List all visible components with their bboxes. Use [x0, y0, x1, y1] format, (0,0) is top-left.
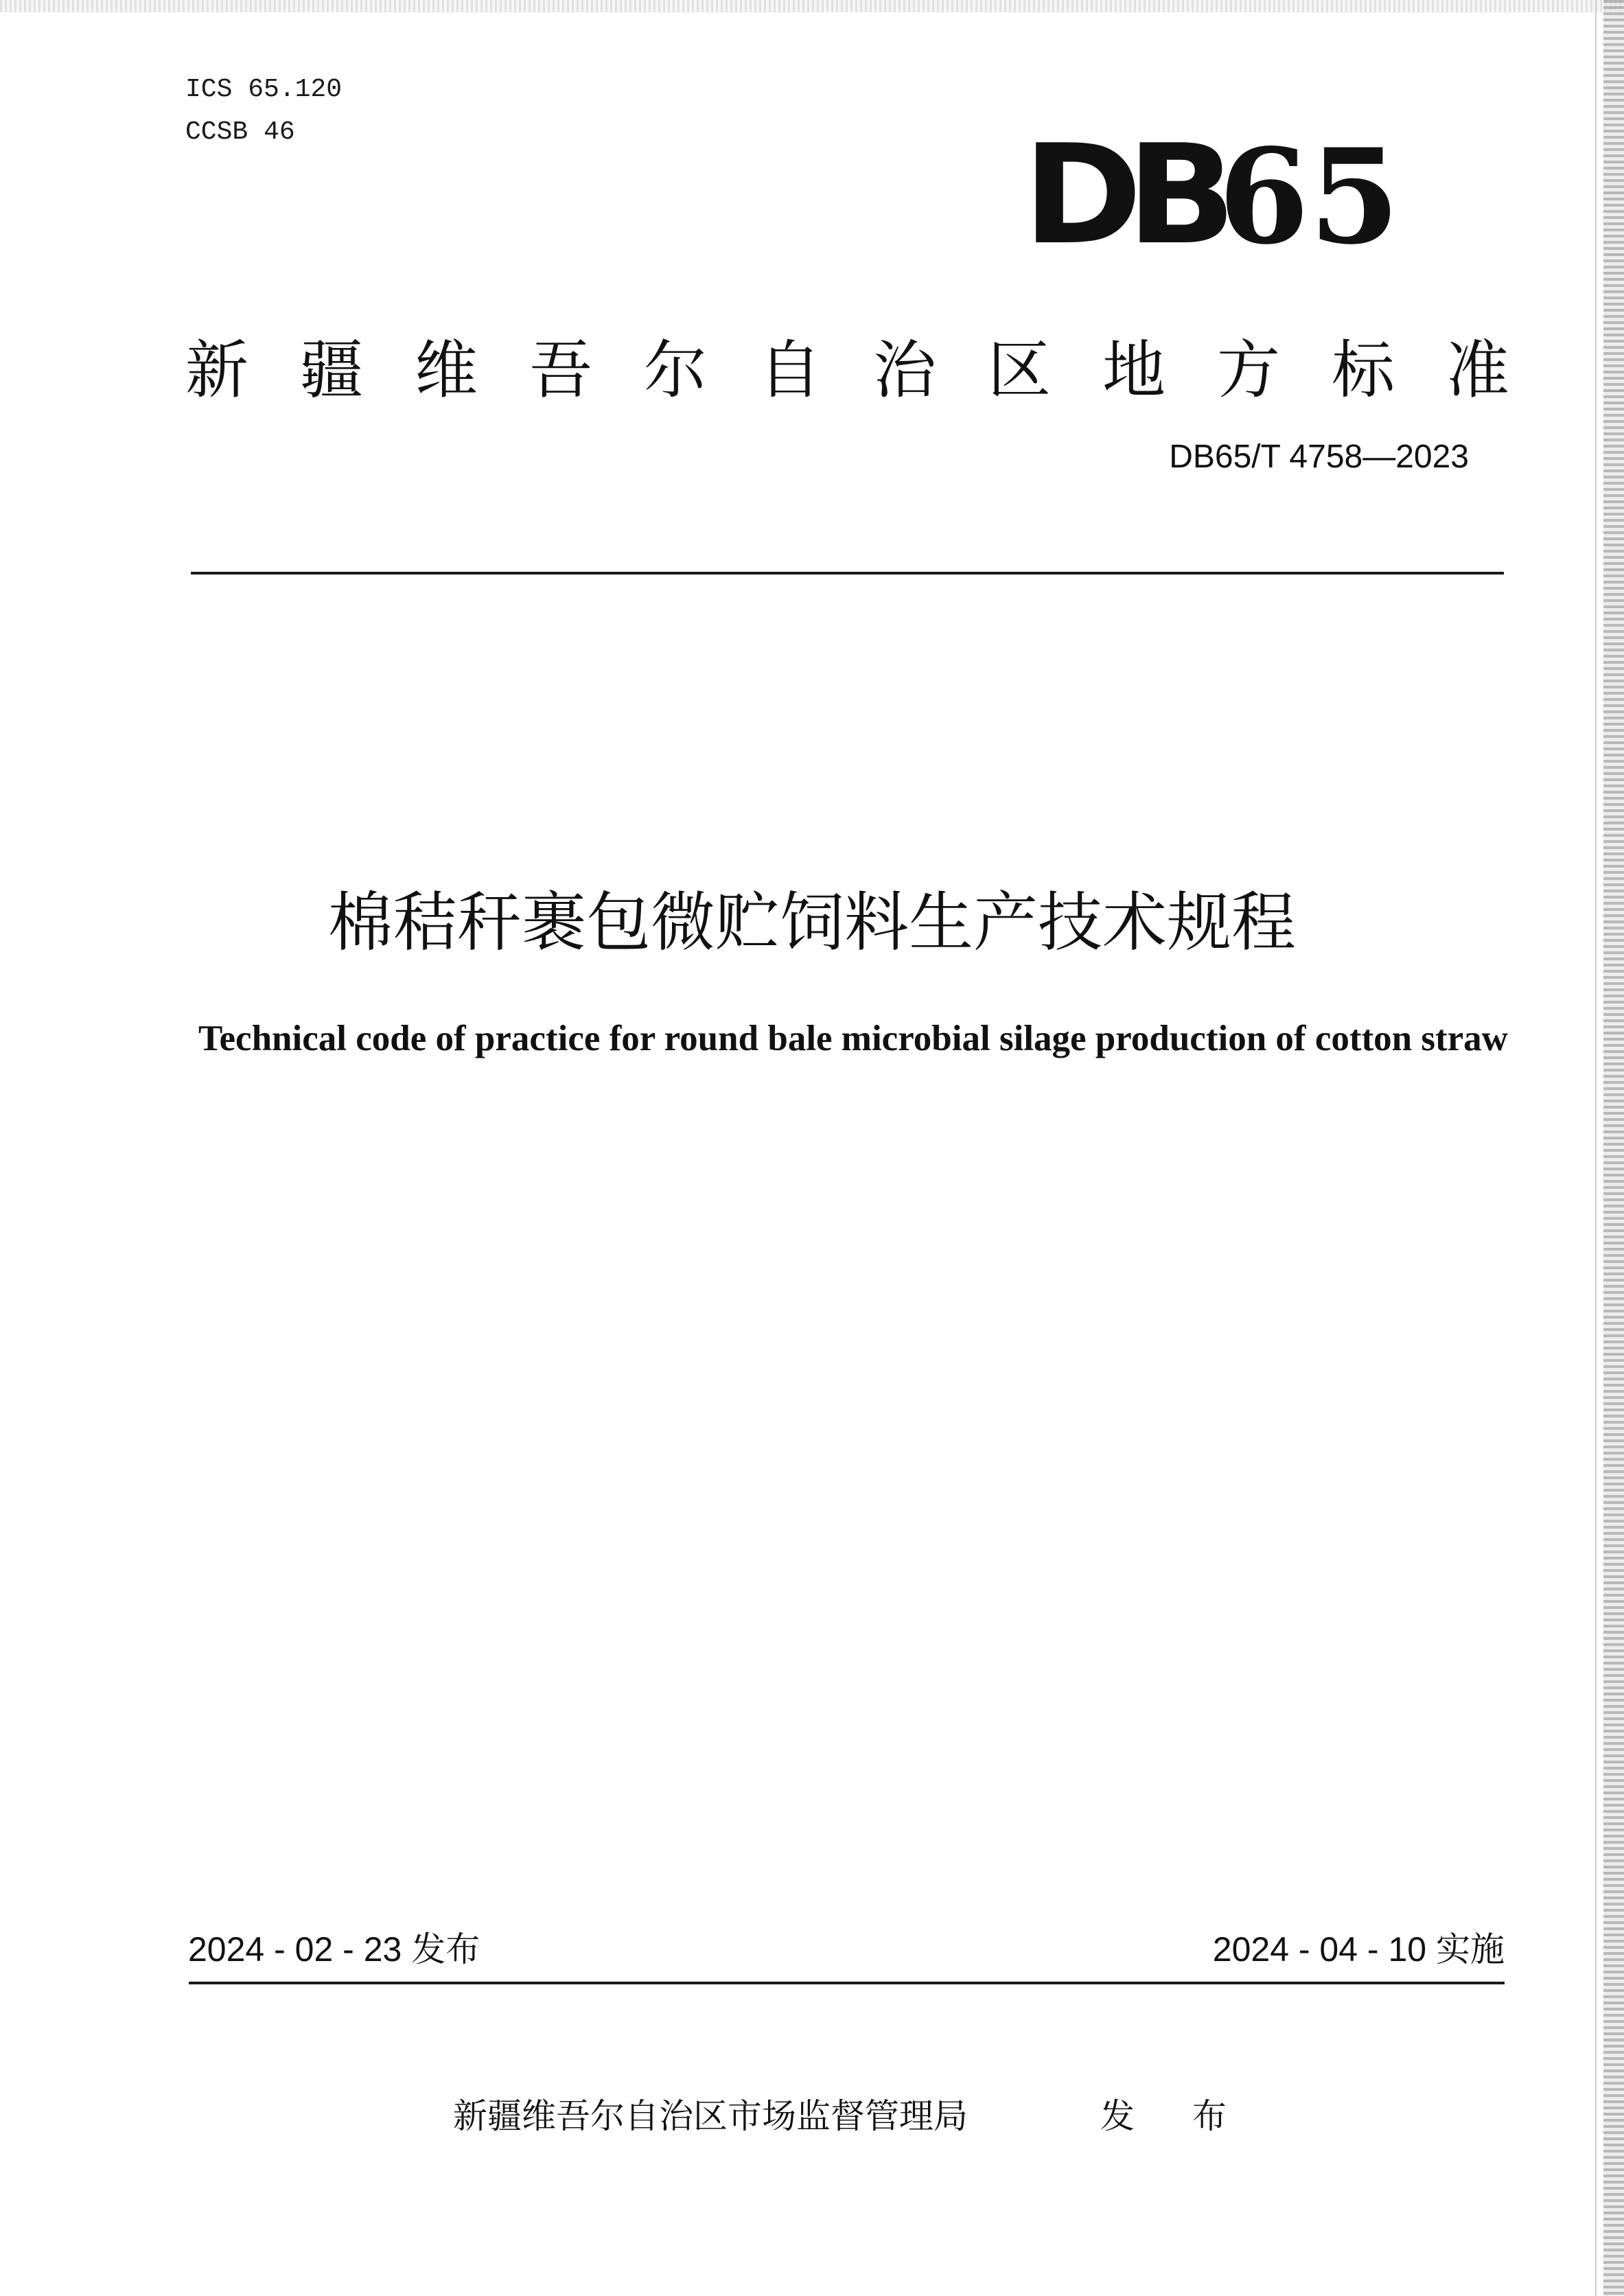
publish-label: 发 布: [1100, 2096, 1250, 2136]
standard-number: DB65/T 4758—2023: [1169, 439, 1469, 475]
standard-type-title: 新疆维吾尔自治区地方标准: [185, 334, 1562, 407]
chinese-title: 棉秸秆裹包微贮饲料生产技术规程: [327, 885, 1296, 960]
classification-codes: [185, 69, 342, 154]
ccs-code: CCSB 46: [185, 117, 295, 147]
issue-date: 2024 - 02 - 23 发布: [188, 1930, 480, 1969]
implementation-date: 2024 - 04 - 10 实施: [1212, 1930, 1505, 1969]
scan-edge-right: [1603, 0, 1624, 2296]
footer-divider: [189, 1982, 1505, 1984]
db-logo-number: 65: [1218, 120, 1400, 273]
db-standard-logo: [1023, 115, 1400, 275]
db-logo-prefix: DB: [1023, 115, 1221, 275]
ics-code: ICS 65.120: [185, 75, 343, 104]
publisher-name: 新疆维吾尔自治区市场监督管理局: [453, 2096, 968, 2136]
scan-edge-line: [1595, 0, 1597, 2296]
header-divider: [191, 572, 1504, 575]
english-title: Technical code of practice for round bale microbial silage production of cotton straw: [198, 1019, 1508, 1058]
scan-edge-top: [0, 0, 1624, 12]
